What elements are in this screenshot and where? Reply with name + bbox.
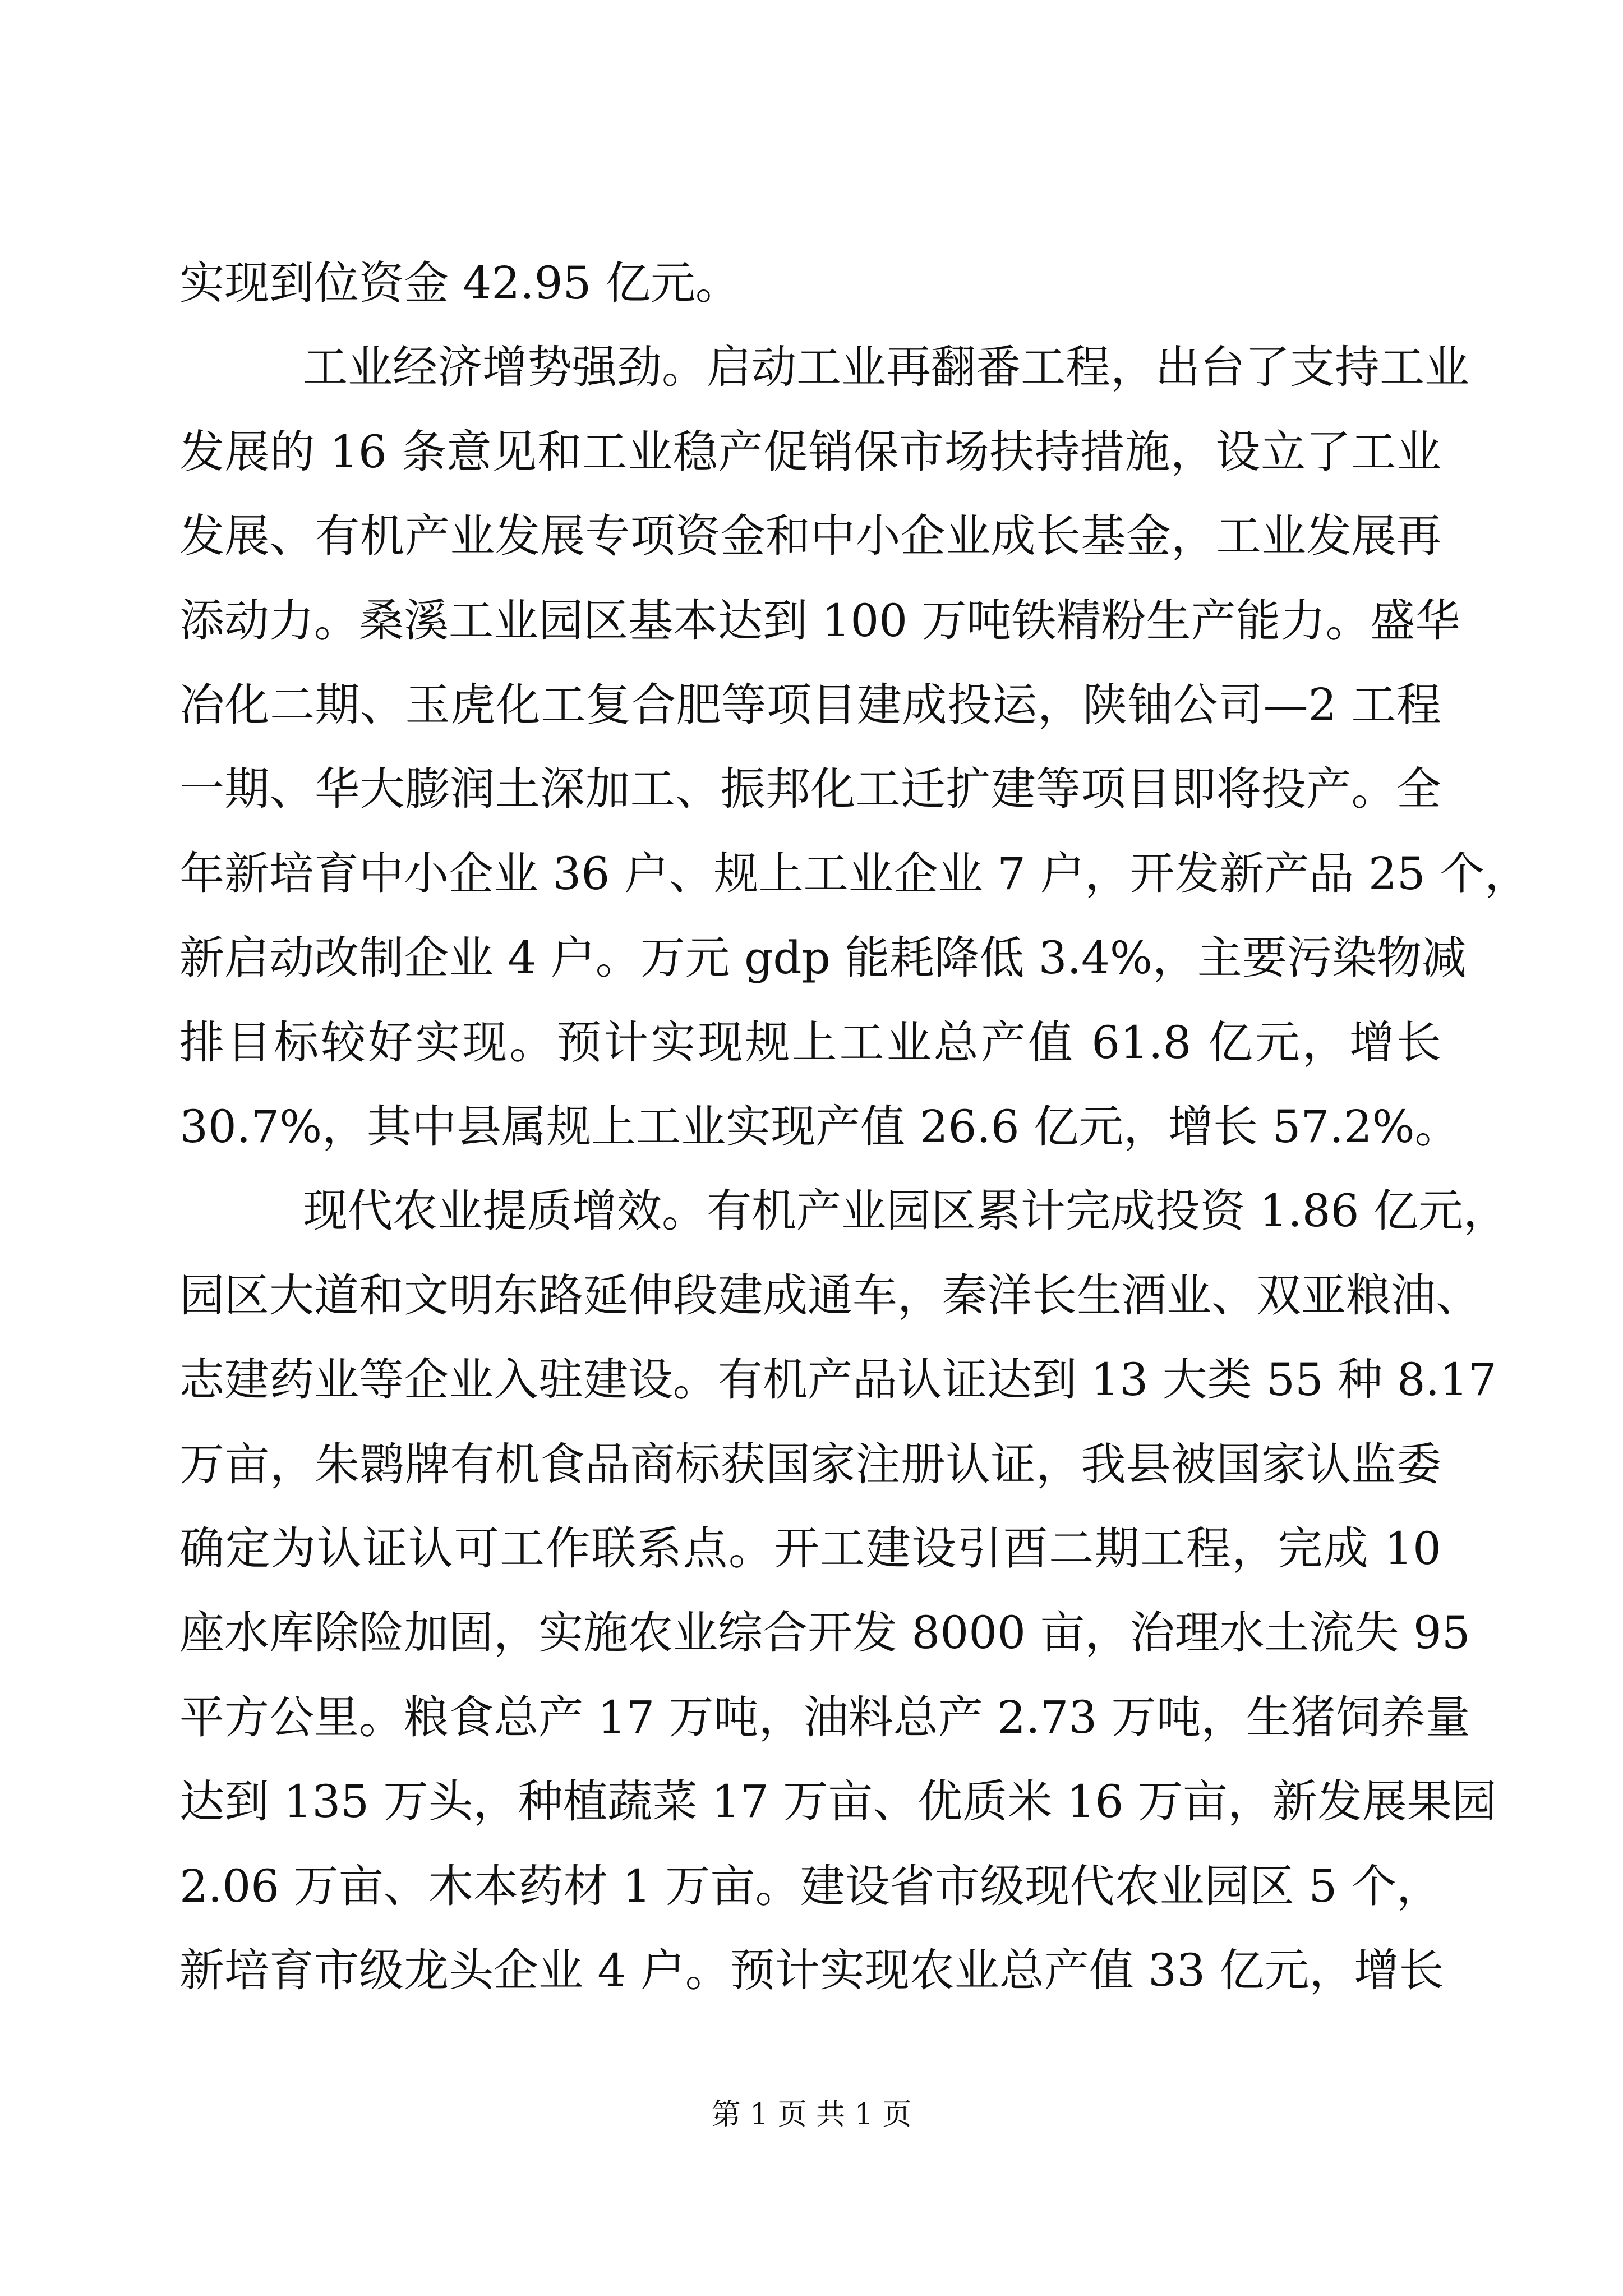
paragraph-line: 万亩，朱鹮牌有机食品商标获国家注册认证，我县被国家认监委 bbox=[179, 1438, 1441, 1490]
paragraph-line: 年新培育中小企业 36 户、规上工业企业 7 户，开发新产品 25 个， bbox=[179, 848, 1530, 900]
paragraph-line: 平方公里。粮食总产 17 万吨，油料总产 2.73 万吨，生猪饲养量 bbox=[179, 1691, 1470, 1743]
paragraph-line: 达到 135 万头，种植蔬菜 17 万亩、优质米 16 万亩，新发展果园 bbox=[179, 1775, 1497, 1828]
paragraph-line: 新培育市级龙头企业 4 户。预计实现农业总产值 33 亿元，增长 bbox=[179, 1944, 1444, 1996]
paragraph-line: 排目标较好实现。预计实现规上工业总产值 61.8 亿元，增长 bbox=[179, 1016, 1441, 1069]
paragraph-line: 添动力。桑溪工业园区基本达到 100 万吨铁精粉生产能力。盛华 bbox=[179, 595, 1460, 647]
paragraph-line: 发展、有机产业发展专项资金和中小企业成长基金，工业发展再 bbox=[179, 510, 1441, 562]
page-footer: 第 1 页 共 1 页 bbox=[711, 2098, 912, 2132]
paragraph-line: 志建药业等企业入驻建设。有机产品认证达到 13 大类 55 种 8.17 bbox=[179, 1354, 1497, 1406]
paragraph-line: 2.06 万亩、木本药材 1 万亩。建设省市级现代农业园区 5 个， bbox=[179, 1860, 1441, 1912]
paragraph-line: 现代农业提质增效。有机产业园区累计完成投资 1.86 亿元， bbox=[303, 1185, 1508, 1237]
paragraph-line: 一期、华大膨润土深加工、振邦化工迁扩建等项目即将投产。全 bbox=[179, 763, 1441, 815]
paragraph-line: 座水库除险加固，实施农业综合开发 8000 亩，治理水土流失 95 bbox=[179, 1607, 1470, 1659]
paragraph-line: 发展的 16 条意见和工业稳产促销保市场扶持措施，设立了工业 bbox=[179, 426, 1441, 478]
paragraph-line: 30.7%，其中县属规上工业实现产值 26.6 亿元，增长 57.2%。 bbox=[179, 1101, 1460, 1153]
paragraph-line: 确定为认证认可工作联系点。开工建设引酉二期工程，完成 10 bbox=[179, 1522, 1441, 1575]
paragraph-line: 工业经济增势强劲。启动工业再翻番工程，出台了支持工业 bbox=[303, 341, 1469, 393]
paragraph-line: 冶化二期、玉虎化工复合肥等项目建成投运，陕铀公司—2 工程 bbox=[179, 679, 1441, 731]
paragraph-line: 园区大道和文明东路延伸段建成通车，秦洋长生酒业、双亚粮油、 bbox=[179, 1269, 1481, 1322]
paragraph-line: 新启动改制企业 4 户。万元 gdp 能耗降低 3.4%，主要污染物减 bbox=[179, 932, 1467, 984]
paragraph-line: 实现到位资金 42.95 亿元。 bbox=[179, 257, 740, 309]
